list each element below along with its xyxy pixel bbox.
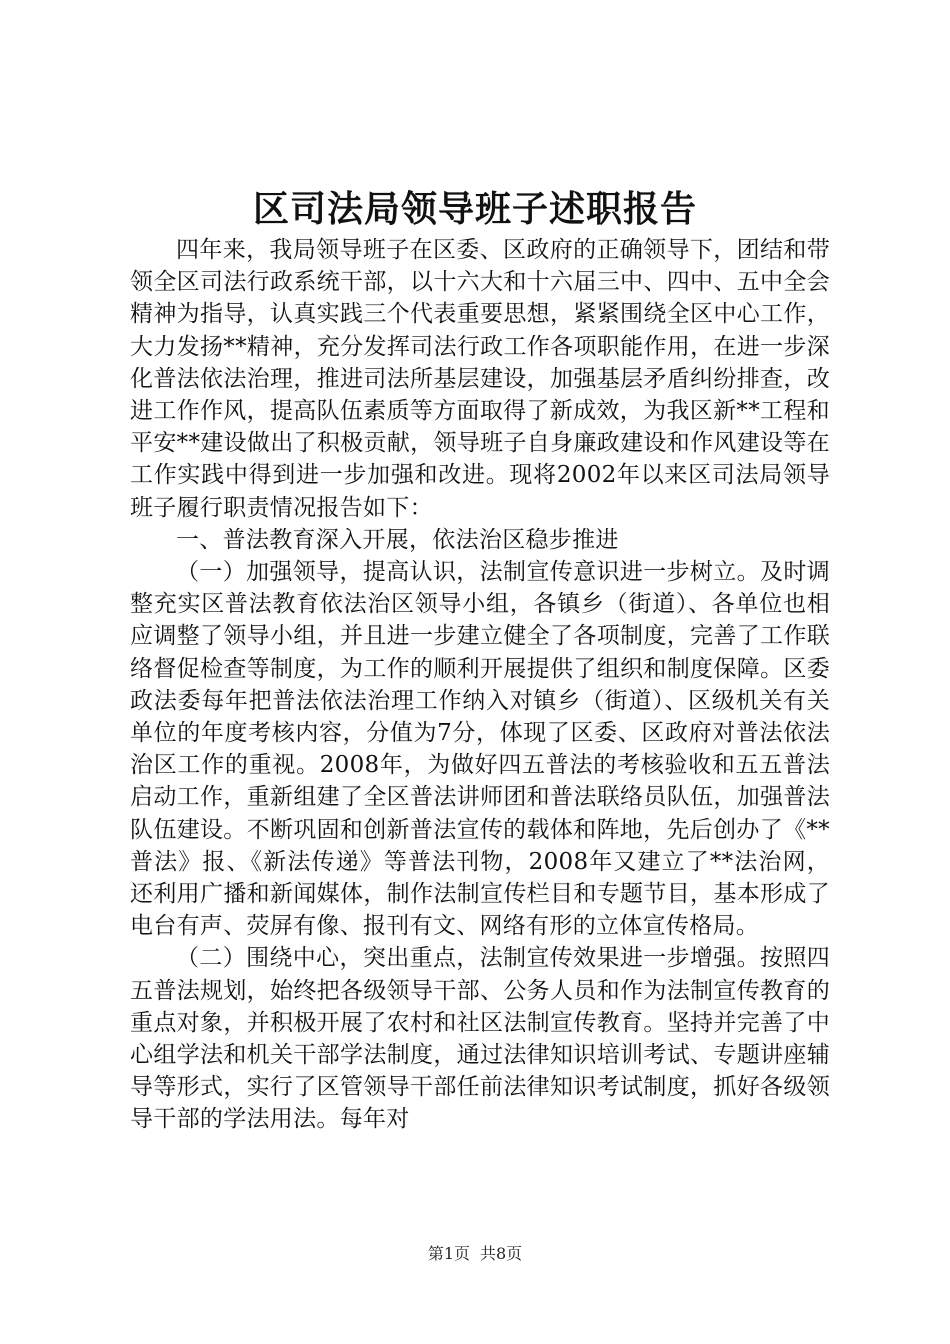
subsection-paragraph-1: （一）加强领导，提高认识，法制宣传意识进一步树立。及时调整充实区普法教育依法治区领导小组，各镇乡（街道）、各单位也相应调整了领导小组，并且进一步建立健全了各项制度，完善了工作联络督促检查等制度，为工作的顺利开展提供了组织和制度保障。区委政法委每年把普法依法治理工作纳入对镇乡（街道）、区级机关有关单位的年度考核内容，分值为7分，体现了区委、区政府对普法依法治区工作的重视。2008年，为做好四五普法的考核验收和五五普法启动工作，重新组建了全区普法讲师团和普法联络员队伍，加强普法队伍建设。不断巩固和创新普法宣传的载体和阵地，先后创办了《**普法》报、《新法传递》等普法刊物，2008年又建立了**法治网，还利用广播和新闻媒体，制作法制宣传栏目和专题节目，基本形成了电台有声、荧屏有像、报刊有文、网络有形的立体宣传格局。: [130, 559, 830, 940]
intro-paragraph: 四年来，我局领导班子在区委、区政府的正确领导下，团结和带领全区司法行政系统干部，以十六大和十六届三中、四中、五中全会精神为指导，认真实践三个代表重要思想，紧紧围绕全区中心工作，大力发扬**精神，充分发挥司法行政工作各项职能作用，在进一步深化普法依法治理，推进司法所基层建设，加强基层矛盾纠纷排查，改进工作作风，提高队伍素质等方面取得了新成效，为我区新**工程和平安**建设做出了积极贡献，领导班子自身廉政建设和作风建设等在工作实践中得到进一步加强和改进。现将2002年以来区司法局领导班子履行职责情况报告如下：: [130, 237, 830, 521]
page-footer: [0, 1243, 950, 1265]
subsection-paragraph-2: （二）围绕中心，突出重点，法制宣传效果进一步增强。按照四五普法规划，始终把各级领导干部、公务人员和作为法制宣传教育的重点对象，并积极开展了农村和社区法制宣传教育。坚持并完善了中心组学法和机关干部学法制度，通过法律知识培训考试、专题讲座辅导等形式，实行了区管领导干部任前法律知识考试制度，抓好各级领导干部的学法用法。每年对: [130, 945, 830, 1133]
document-title: 区司法局领导班子述职报告: [252, 188, 697, 230]
section-heading: 一、普法教育深入开展，依法治区稳步推进: [176, 526, 619, 553]
document-body: [130, 234, 830, 1136]
page-number: 第1页: [427, 1244, 470, 1263]
page-total: 共8页: [480, 1244, 523, 1263]
